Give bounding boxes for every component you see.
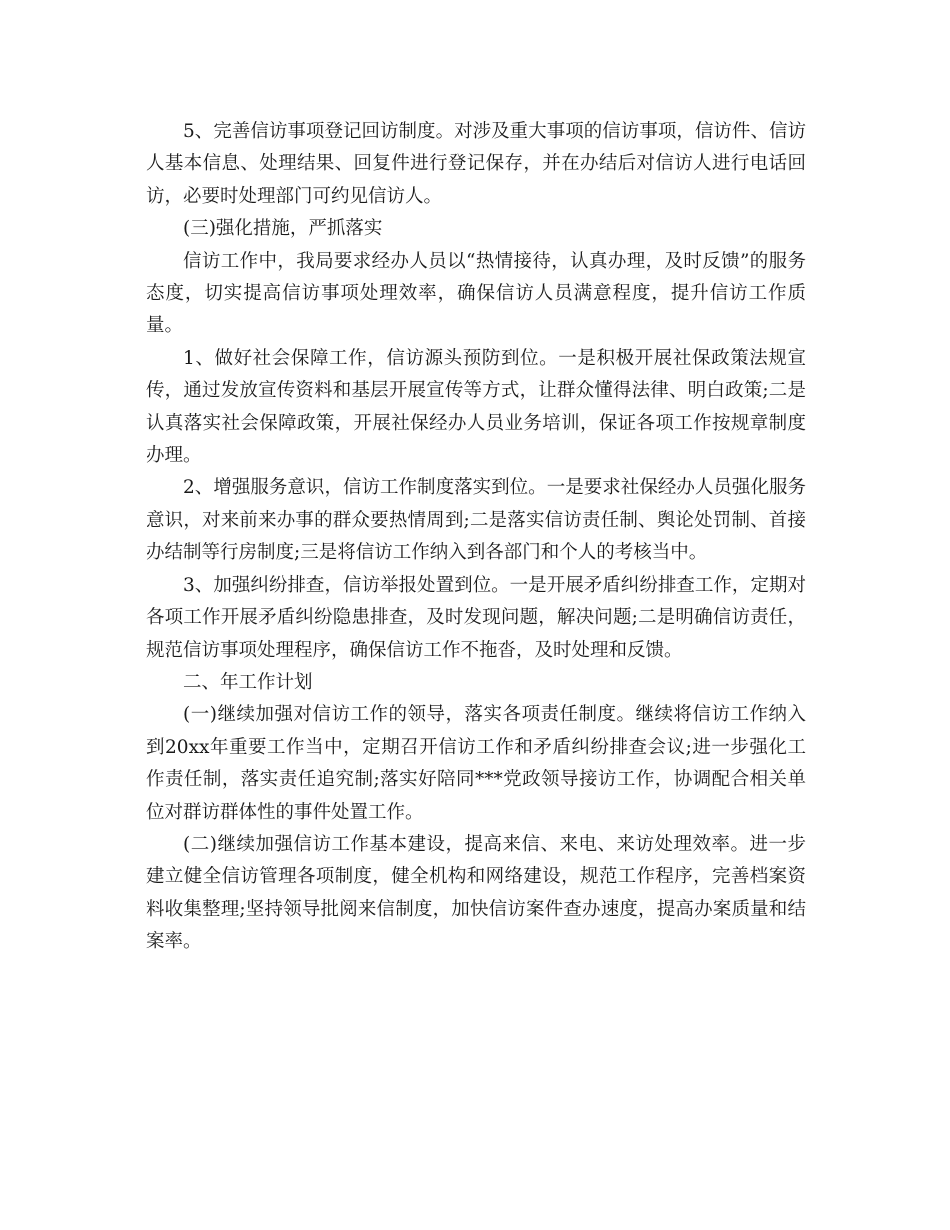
paragraph-item-2: 2、增强服务意识，信访工作制度落实到位。一是要求社保经办人员强化服务意识，对来前来办事的群众要热情周到;二是落实信访责任制、舆论处罚制、首接办结制等行房制度;三是将信访工作纳入到各部门和个人的考核当中。 <box>146 477 806 564</box>
paragraph-item-3: 3、加强纠纷排查，信访举报处置到位。一是开展矛盾纠纷排查工作，定期对各项工作开展矛盾纠纷隐患排查，及时发现问题，解决问题;二是明确信访责任，规范信访事项处理程序，确保信访工作不拖沓，及时处理和反馈。 <box>146 574 806 661</box>
paragraph-service-attitude: 信访工作中，我局要求经办人员以“热情接待，认真办理，及时反馈”的服务态度，切实提高信访事项处理效率，确保信访人员满意程度，提升信访工作质量。 <box>146 250 806 337</box>
paragraph-item-5: 5、完善信访事项登记回访制度。对涉及重大事项的信访事项，信访件、信访人基本信息、处理结果、回复件进行登记保存，并在办结后对信访人进行电话回访，必要时处理部门可约见信访人。 <box>146 121 806 207</box>
section-heading-strengthen-measures: (三)强化措施，严抓落实 <box>183 218 383 240</box>
section-heading-work-plan: 二、年工作计划 <box>183 671 313 693</box>
paragraph-plan-1: (一)继续加强对信访工作的领导，落实各项责任制度。继续将信访工作纳入到20xx年重要工作当中，定期召开信访工作和矛盾纠纷排查会议;进一步强化工作责任制，落实责任追究制;落实好陪同***党政领导接访工作，协调配合相关单位对群访群体性的事件处置工作。 <box>146 704 806 823</box>
paragraph-plan-2: (二)继续加强信访工作基本建设，提高来信、来电、来访处理效率。进一步建立健全信访管理各项制度，健全机构和网络建设，规范工作程序，完善档案资料收集整理;坚持领导批阅来信制度，加快信访案件查办速度，提高办案质量和结案率。 <box>146 833 806 953</box>
paragraph-item-1: 1、做好社会保障工作，信访源头预防到位。一是积极开展社保政策法规宣传，通过发放宣传资料和基层开展宣传等方式，让群众懂得法律、明白政策;二是认真落实社会保障政策，开展社保经办人员业务培训，保证各项工作按规章制度办理。 <box>146 347 806 467</box>
document-body <box>146 116 806 959</box>
